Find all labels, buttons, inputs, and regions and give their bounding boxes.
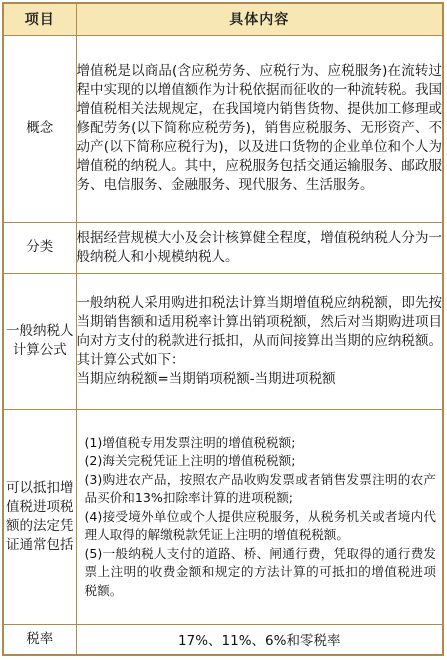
row-formula-content	[76, 273, 443, 409]
row-tax-rate-item: 税率	[3, 624, 76, 655]
row-classification	[3, 222, 443, 273]
row-classification-content: 根据经营规模大小及会计核算健全程度，增值税纳税人分为一般纳税人和小规模纳税人。	[76, 222, 443, 273]
row-concept-item: 概念	[3, 35, 76, 222]
row-tax-rate-content: 17%、11%、6%和零税率	[76, 624, 443, 655]
row-deductible-vouchers	[3, 410, 443, 625]
voucher-item: (3)购进农产品，按照农产品收购发票或者销售发票注明的农产品买价和13%扣除率计算的进项税额;	[84, 471, 436, 506]
row-concept-content: 增值税是以商品(含应税劳务、应税行为、应税服务)在流转过程中实现的以增值额作为计税依据而征收的一种流转税。我国增值税相关法规规定，在我国境内销售货物、提供加工修理或修配劳务(以下简称应税劳务)，销售应税服务、无形资产、不动产(以下简称应税行为)，以及进口货物的企业单位和个人为增值税的纳税人。其中，应税服务包括交通运输服务、邮政服务、电信服务、金融服务、现代服务、生活服务。	[76, 35, 443, 222]
row-formula	[3, 273, 443, 409]
voucher-item: (5)一般纳税人支付的道路、桥、闸通行费，凭取得的通行费发票上注明的收费金额和规定的方法计算的可抵扣的增值税进项税额。	[84, 545, 436, 598]
row-formula-item: 一般纳税人计算公式	[3, 273, 76, 409]
voucher-item: (2)海关完税凭证上注明的增值税税额;	[84, 453, 296, 469]
row-classification-item: 分类	[3, 222, 76, 273]
formula-description: 一般纳税人采用购进扣税法计算当期增值税应纳税额，即先按当期销售额和适用税率计算出销项税额，然后对当期购进项目向对方支付的税款进行抵扣，从而间接算出当期的应纳税额。其计算公式如下：	[76, 294, 442, 368]
header-content: 具体内容	[76, 3, 443, 35]
row-tax-rate	[3, 624, 443, 655]
vat-table	[2, 2, 444, 656]
header-row	[3, 3, 443, 35]
voucher-item: (1)增值税专用发票注明的增值税税额;	[84, 434, 296, 450]
row-deductible-item: 可以抵扣增值税进项税额的法定凭证通常包括	[3, 410, 76, 625]
formula-expression: 当期应纳税额=当期销项税额-当期进项税额	[76, 370, 336, 387]
row-concept	[3, 35, 443, 222]
header-item: 项目	[3, 3, 76, 35]
row-deductible-content	[76, 410, 443, 625]
voucher-item: (4)接受境外单位或个人提供应税服务，从税务机关或者境内代理人取得的解缴税款凭证上注明的增值税税额。	[84, 508, 436, 543]
